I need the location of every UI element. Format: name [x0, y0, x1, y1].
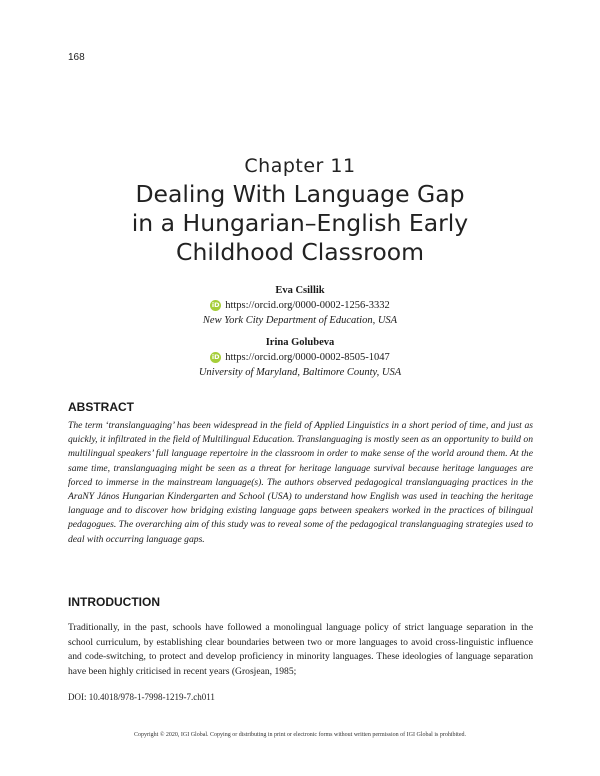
- orcid-link[interactable]: https://orcid.org/0000-0002-1256-3332: [225, 300, 390, 311]
- doi: DOI: 10.4018/978-1-7998-1219-7.ch011: [68, 692, 215, 702]
- chapter-title: [60, 180, 540, 267]
- orcid-icon: iD: [211, 353, 220, 361]
- author-name: Irina Golubeva: [265, 337, 335, 348]
- orcid-link[interactable]: https://orcid.org/0000-0002-8505-1047: [225, 352, 390, 363]
- page-number: 168: [68, 52, 85, 63]
- abstract-heading: ABSTRACT: [68, 400, 134, 414]
- introduction-text: Traditionally, in the past, schools have followed a monolingual language policy of strict language separation in the school curriculum, by establishing clear boundaries between two or more languages to avoid cross-linguistic influence and code-switching, to protect and develop proficiency in minority languages. These ideologies of language separation have been highly criticised in recent years (Grosjean, 1985;: [68, 622, 533, 678]
- orcid-icon: iD: [211, 301, 220, 309]
- abstract-text: The term ‘translanguaging’ has been widespread in the field of Applied Linguistics in a short period of time, and just as quickly, it infiltrated in the field of Multilingual Education. Translanguaging is mostly seen as an opportunity to build on multilingual speakers’ full language repertoire in the classroom in order to make sense of the world around them. At the same time, translanguaging might be seen as a threat for heritage language survival because heritage languages are forced to immerse in the mainstream language(s). The authors observed pedagogical translanguaging practices in the AraNY János Hungarian Kindergarten and School (USA) to understand how English was used in teaching the heritage language and to discover how bridging existing language gaps between speakers worked in the practices of bilingual pedagogues. The overarching aim of this study was to reveal some of the pedagogical translanguaging strategies used to deal with occurring language gaps.: [68, 420, 533, 545]
- title-line: in a Hungarian–English Early: [131, 209, 469, 237]
- introduction-heading: INTRODUCTION: [68, 595, 160, 609]
- orcid-line: [0, 298, 600, 313]
- title-line: Dealing With Language Gap: [135, 180, 465, 208]
- orcid-line: [0, 350, 600, 365]
- author-block: [0, 335, 600, 380]
- author-affiliation: University of Maryland, Baltimore County, USA: [198, 367, 402, 378]
- copyright-notice: Copyright © 2020, IGI Global. Copying or distributing in print or electronic forms without written permission of IGI Global is prohibited.: [133, 732, 466, 738]
- chapter-label: Chapter 11: [244, 155, 356, 177]
- title-line: Childhood Classroom: [176, 238, 424, 266]
- author-block: [0, 283, 600, 328]
- author-affiliation: New York City Department of Education, USA: [202, 315, 398, 326]
- author-name: Eva Csillik: [275, 285, 325, 296]
